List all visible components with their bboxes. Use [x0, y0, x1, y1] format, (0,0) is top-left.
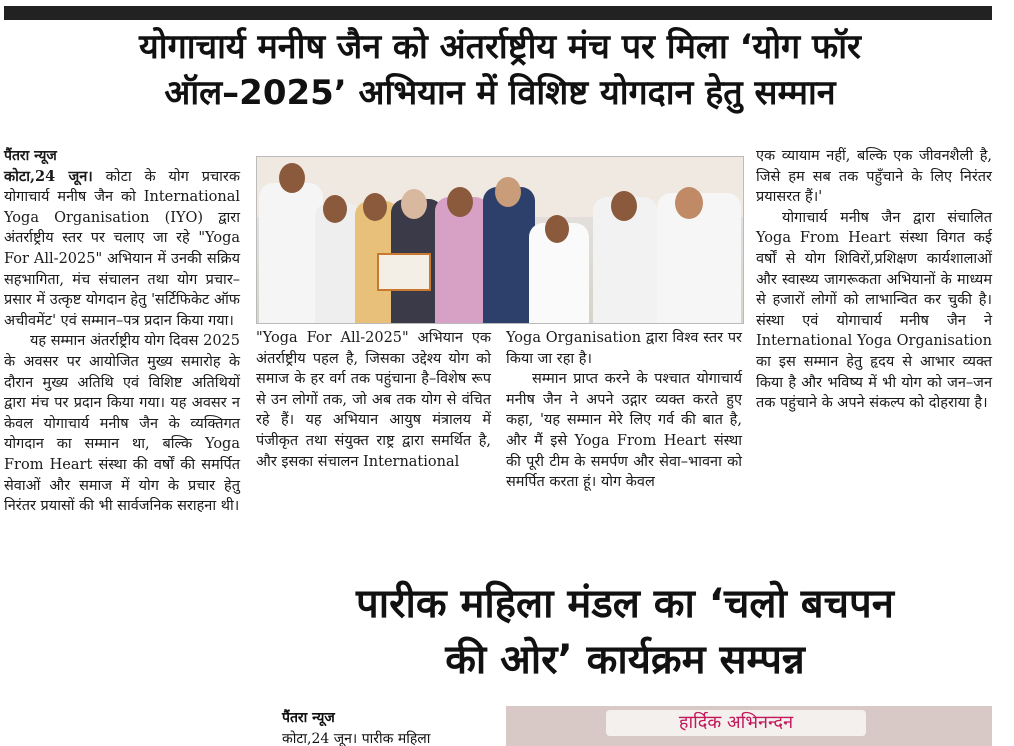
column-3-paragraph-1: Yoga Organisation द्वारा विश्व स्तर पर किया जा रहा है। — [506, 330, 742, 367]
column-4-paragraph-1: एक व्यायाम नहीं, बल्कि एक जीवनशैली है, जिसे हम सब तक पहुँचाने के लिए निरंतर प्रयासरत हैं।' — [756, 148, 992, 206]
headline-line-1: योगाचार्य मनीष जैन को अंतर्राष्ट्रीय मंच पर मिला ‘योग फॉर — [139, 27, 861, 67]
certificate — [377, 253, 431, 291]
headline-line-2: ऑल–2025’ अभियान में विशिष्ट योगदान हेतु सम्मान — [164, 73, 836, 113]
main-headline — [0, 24, 1000, 116]
welcome-banner: हार्दिक अभिनन्दन — [606, 710, 866, 736]
photo-person-head — [611, 191, 637, 221]
second-article-dateline: कोटा,24 जून। पारीक महिला — [282, 731, 431, 746]
second-headline — [258, 576, 992, 688]
column-4-paragraph-2 — [756, 208, 992, 414]
photo-person-head — [447, 187, 473, 217]
second-article-photo — [506, 706, 992, 746]
photo-person — [259, 183, 323, 323]
photo-person-head — [495, 177, 521, 207]
column-3-paragraph-2 — [506, 369, 742, 493]
column-2-text: "Yoga For All-2025" अभियान एक अंतर्राष्ट्रीय पहल है, जिसका उद्देश्य योग को समाज के हर वर्ग तक पहुंचाना है–विशेष रूप से उन लोगों तक, जो अब तक योग से वंचित रहे हैं। यह अभियान आयुष मंत्रालय में पंजीकृत तथा संयुक्त राष्ट्र द्वारा समर्थित है, और इसका संचालन International — [256, 330, 491, 470]
second-article-byline: पैंतरा न्यूज — [282, 710, 335, 726]
photo-person-head — [675, 187, 703, 219]
photo-person-head — [279, 163, 305, 193]
article-column-3 — [506, 328, 742, 493]
award-ceremony-photo — [256, 156, 744, 324]
article-column-1 — [4, 146, 240, 517]
paragraph-1-text: कोटा के योग प्रचारक योगाचार्य मनीष जैन को International Yoga Organisation (IYO) द्वारा अंतर्राष्ट्रीय स्तर पर चलाए जा रहे "Yoga For All-2025" अभियान में उनकी सक्रिय सहभागिता, मंच संचालन तथा योग प्रचार–प्रसार में उत्कृष्ट योगदान हेतु 'सर्टिफिकेट ऑफ अचीवमेंट' एवं सम्मान–पत्र प्रदान किया गया। — [4, 168, 240, 329]
article-column-4 — [756, 146, 992, 414]
photo-person-head — [401, 189, 427, 219]
column-3-paragraph-2-text: सम्मान प्राप्त करने के पश्चात योगाचार्य मनीष जैन ने अपने उद्गार व्यक्त करते हुए कहा, 'यह सम्मान मेरे लिए गर्व की बात है, और मैं इसे Yoga From Heart संस्था की पूरी टीम के समर्पण और सेवा–भावना को समर्पित करता हूं। योग केवल — [506, 371, 742, 491]
photo-person — [483, 187, 535, 323]
article-column-2 — [256, 328, 491, 472]
article-dateline: कोटा,24 जून। — [4, 167, 93, 185]
column-4-paragraph-2-text: योगाचार्य मनीष जैन द्वारा संचालित Yoga From Heart संस्था विगत कई वर्षों से योग शिविरों,प्रशिक्षण कार्यशालाओं और स्वास्थ्य जागरूकता अभियानों के माध्यम से हजारों लोगों को लाभान्वित कर चुकी है। संस्था एवं योगाचार्य मनीष जैन ने International Yoga Organisation का इस सम्मान हेतु हृदय से आभार व्यक्त किया है और भविष्य में भी योग को जन–जन तक पहुंचाने के अपने संकल्प को दोहराया है। — [756, 209, 992, 412]
paragraph-2-text: यह सम्मान अंतर्राष्ट्रीय योग दिवस 2025 के अवसर पर आयोजित मुख्य समारोह के दौरान मुख्य अतिथि एवं विशिष्ट अतिथियों द्वारा मंच पर प्रदान किया गया। यह अवसर न केवल योगाचार्य मनीष जैन के व्यक्तिगत योगदान का सम्मान था, बल्कि Yoga From Heart संस्था की वर्षों की समर्पित सेवाओं और समाज में योग के प्रचार हेतु निरंतर प्रयासों की भी सार्वजनिक सराहना थी। — [4, 333, 240, 515]
top-rule — [4, 6, 992, 20]
second-headline-line-1: पारीक महिला मंडल का ‘चलो बचपन — [356, 581, 894, 627]
photo-person-head — [323, 195, 347, 223]
article-byline: पैंतरा न्यूज — [4, 148, 57, 164]
second-headline-line-2: की ओर’ कार्यक्रम सम्पन्न — [445, 637, 805, 683]
article-paragraph-2 — [4, 331, 240, 516]
photo-person-head — [363, 193, 387, 221]
photo-person-head — [545, 215, 569, 243]
article-paragraph-1 — [4, 167, 240, 332]
